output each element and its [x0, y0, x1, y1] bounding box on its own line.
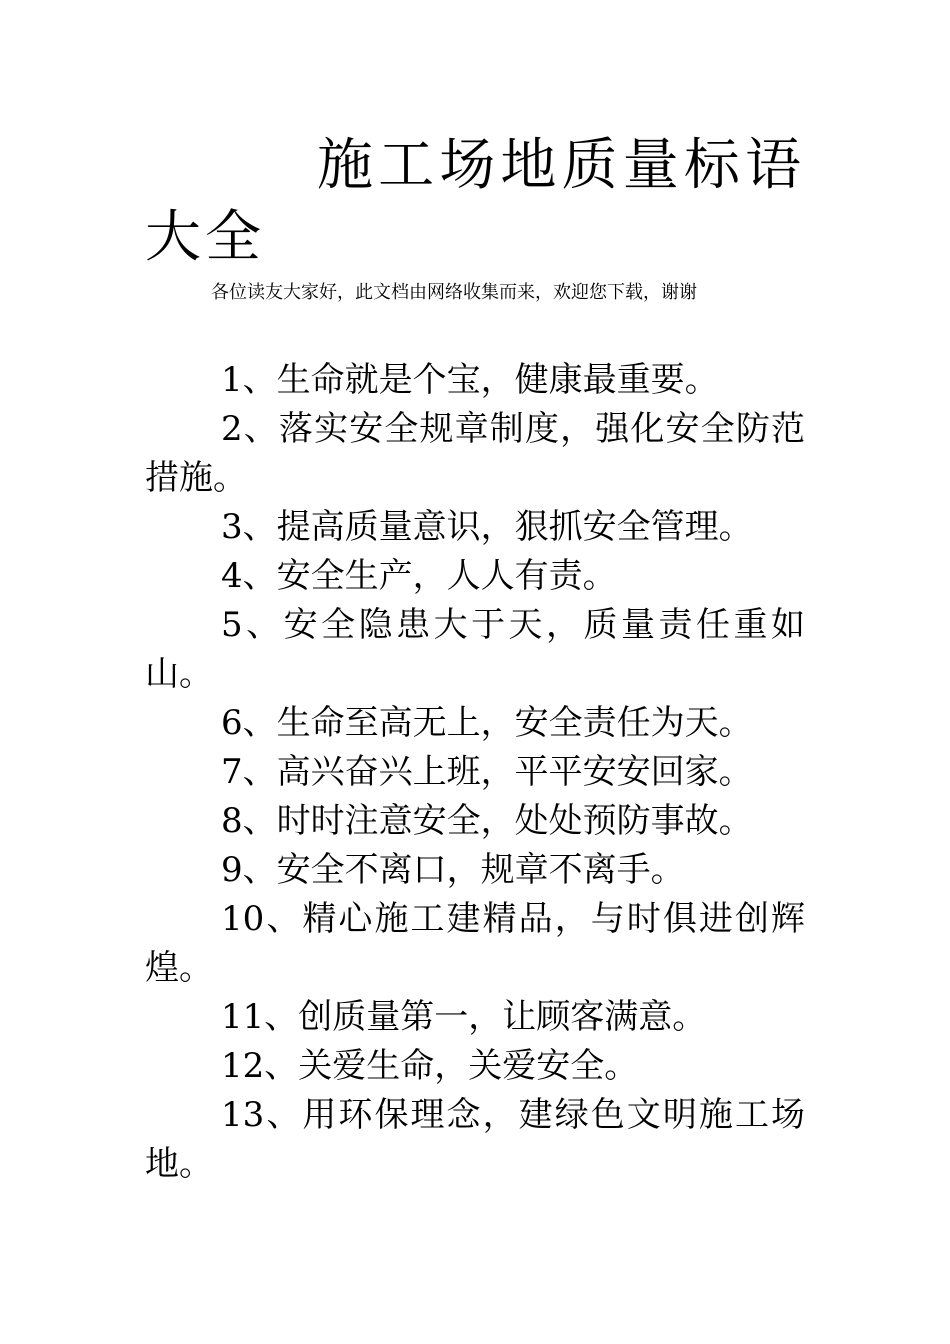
list-item: 8、时时注意安全，处处预防事故。	[221, 801, 753, 841]
intro-paragraph: 各位读友大家好，此文档由网络收集而来，欢迎您下载，谢谢	[211, 282, 697, 303]
list-item: 10、精心施工建精品，与时俱进创辉煌。	[145, 899, 805, 988]
list-item: 11、创质量第一，让顾客满意。	[221, 997, 707, 1037]
list-item: 2、落实安全规章制度，强化安全防范措施。	[145, 409, 805, 498]
list-item: 12、关爱生命，关爱安全。	[221, 1046, 639, 1086]
list-item: 9、安全不离口，规章不离手。	[221, 850, 685, 890]
list-item: 1、生命就是个宝，健康最重要。	[221, 360, 719, 400]
list-item: 3、提高质量意识，狠抓安全管理。	[221, 507, 753, 547]
list-item: 7、高兴奋兴上班，平平安安回家。	[221, 752, 753, 792]
document-title: 施工场地质量标语大全	[145, 133, 805, 270]
list-item: 5、安全隐患大于天，质量责任重如山。	[145, 605, 805, 694]
list-item: 6、生命至高无上，安全责任为天。	[221, 703, 753, 743]
slogan-list	[145, 356, 805, 1189]
document-page	[145, 130, 805, 1189]
list-item: 13、用环保理念，建绿色文明施工场地。	[145, 1095, 805, 1184]
list-item: 4、安全生产，人人有责。	[221, 556, 617, 596]
